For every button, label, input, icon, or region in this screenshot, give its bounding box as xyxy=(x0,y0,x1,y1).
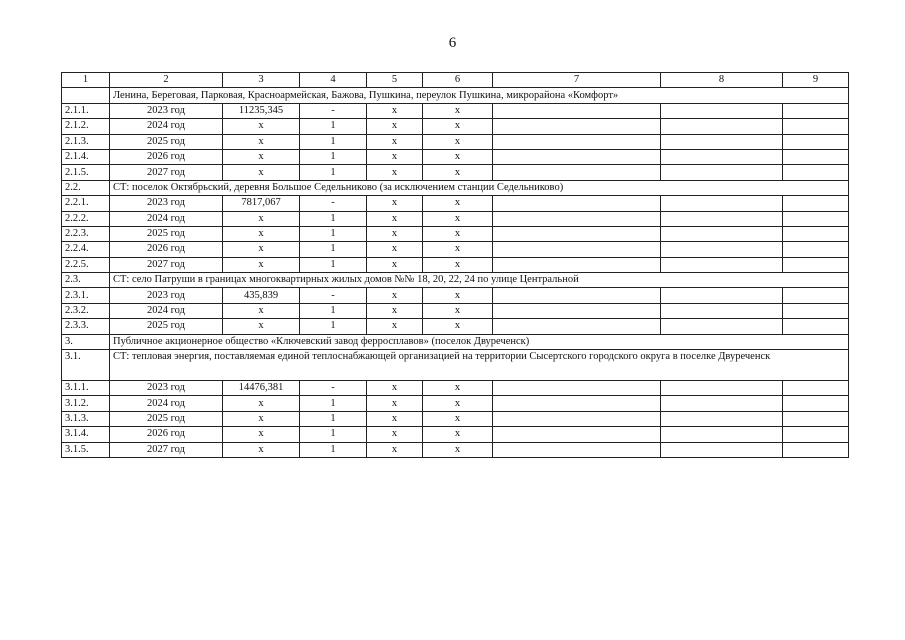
data-cell xyxy=(661,149,783,164)
data-cell xyxy=(783,257,849,272)
data-cell xyxy=(783,411,849,426)
data-cell xyxy=(783,396,849,411)
column-number-4: 4 xyxy=(300,73,367,88)
data-cell xyxy=(661,442,783,457)
data-cell: x xyxy=(367,442,423,457)
data-cell: - xyxy=(300,103,367,118)
data-cell: 1 xyxy=(300,119,367,134)
row-number-cell: 2.3.2. xyxy=(62,303,110,318)
data-cell xyxy=(493,411,661,426)
column-number-5: 5 xyxy=(367,73,423,88)
data-cell: 2025 год xyxy=(110,319,223,334)
data-cell: 2026 год xyxy=(110,149,223,164)
table-row xyxy=(62,211,849,226)
section-row xyxy=(62,180,849,195)
data-cell xyxy=(783,442,849,457)
table-row xyxy=(62,396,849,411)
data-cell: x xyxy=(367,119,423,134)
data-cell xyxy=(493,303,661,318)
data-cell: x xyxy=(423,226,493,241)
row-number-cell: 2.3. xyxy=(62,273,110,288)
data-cell xyxy=(783,303,849,318)
data-cell xyxy=(661,226,783,241)
row-number-cell: 2.2.3. xyxy=(62,226,110,241)
data-cell: 2025 год xyxy=(110,134,223,149)
column-number-1: 1 xyxy=(62,73,110,88)
section-title-cell: Публичное акционерное общество «Ключевский завод ферросплавов» (поселок Двуреченск) xyxy=(110,334,849,349)
data-cell xyxy=(783,119,849,134)
data-cell xyxy=(783,149,849,164)
section-row xyxy=(62,334,849,349)
data-cell xyxy=(493,103,661,118)
data-cell: x xyxy=(367,134,423,149)
data-cell xyxy=(493,427,661,442)
row-number-cell: 2.2. xyxy=(62,180,110,195)
data-cell xyxy=(661,119,783,134)
data-cell xyxy=(661,288,783,303)
data-cell: 1 xyxy=(300,303,367,318)
data-cell xyxy=(493,257,661,272)
data-cell: 2027 год xyxy=(110,257,223,272)
data-cell xyxy=(661,427,783,442)
data-cell xyxy=(783,211,849,226)
data-cell: x xyxy=(223,442,300,457)
table-row xyxy=(62,288,849,303)
data-cell: 1 xyxy=(300,319,367,334)
row-number-cell: 3.1. xyxy=(62,350,110,381)
column-number-6: 6 xyxy=(423,73,493,88)
data-cell: x xyxy=(367,103,423,118)
data-cell xyxy=(661,134,783,149)
data-cell: x xyxy=(423,427,493,442)
data-cell: x xyxy=(423,165,493,180)
data-cell: x xyxy=(367,381,423,396)
column-number-8: 8 xyxy=(661,73,783,88)
data-cell xyxy=(661,165,783,180)
data-cell: 1 xyxy=(300,427,367,442)
data-cell: x xyxy=(423,303,493,318)
data-cell: x xyxy=(367,226,423,241)
section-title-cell: Ленина, Береговая, Парковая, Красноармейская, Бажова, Пушкина, переулок Пушкина, микрорайона «Комфорт» xyxy=(110,88,849,103)
data-cell: 1 xyxy=(300,442,367,457)
data-cell: 14476,381 xyxy=(223,381,300,396)
data-cell: x xyxy=(223,319,300,334)
data-cell xyxy=(493,242,661,257)
table-row xyxy=(62,149,849,164)
data-cell: x xyxy=(423,149,493,164)
row-number-cell: 2.2.2. xyxy=(62,211,110,226)
table-row xyxy=(62,411,849,426)
data-cell: x xyxy=(423,119,493,134)
data-cell: - xyxy=(300,196,367,211)
data-cell: x xyxy=(367,211,423,226)
data-cell: x xyxy=(423,396,493,411)
data-cell: 1 xyxy=(300,134,367,149)
table-row xyxy=(62,319,849,334)
table-row xyxy=(62,303,849,318)
data-cell: x xyxy=(423,381,493,396)
data-cell: - xyxy=(300,381,367,396)
data-cell: 1 xyxy=(300,226,367,241)
data-cell: 2025 год xyxy=(110,226,223,241)
section-title-cell: СТ: тепловая энергия, поставляемая единой теплоснабжающей организацией на территории Сысертского городского округа в поселке Двуреченск xyxy=(110,350,849,381)
data-cell: 1 xyxy=(300,149,367,164)
data-cell: x xyxy=(223,303,300,318)
table-row xyxy=(62,196,849,211)
data-cell: 1 xyxy=(300,396,367,411)
data-cell: 7817,067 xyxy=(223,196,300,211)
data-cell xyxy=(493,119,661,134)
table-row xyxy=(62,442,849,457)
data-cell: x xyxy=(223,165,300,180)
section-row xyxy=(62,350,849,381)
row-number-cell: 2.2.5. xyxy=(62,257,110,272)
data-cell xyxy=(661,242,783,257)
data-cell xyxy=(783,103,849,118)
data-cell xyxy=(493,134,661,149)
column-number-3: 3 xyxy=(223,73,300,88)
data-cell xyxy=(783,196,849,211)
data-cell xyxy=(493,442,661,457)
data-cell: x xyxy=(367,242,423,257)
data-cell xyxy=(661,319,783,334)
section-row xyxy=(62,273,849,288)
data-cell: x xyxy=(423,103,493,118)
data-cell: x xyxy=(423,319,493,334)
data-cell: x xyxy=(423,196,493,211)
row-number-cell xyxy=(62,88,110,103)
table-row xyxy=(62,257,849,272)
data-cell xyxy=(493,226,661,241)
data-cell: x xyxy=(367,288,423,303)
continuation-row xyxy=(62,88,849,103)
row-number-cell: 2.2.1. xyxy=(62,196,110,211)
data-cell: x xyxy=(223,149,300,164)
data-cell xyxy=(783,242,849,257)
row-number-cell: 2.1.3. xyxy=(62,134,110,149)
data-cell: 1 xyxy=(300,242,367,257)
data-cell: x xyxy=(423,242,493,257)
data-cell: x xyxy=(367,303,423,318)
data-cell: 2027 год xyxy=(110,442,223,457)
data-cell xyxy=(783,165,849,180)
data-cell: x xyxy=(223,242,300,257)
header-row xyxy=(62,73,849,88)
data-cell xyxy=(493,319,661,334)
row-number-cell: 2.2.4. xyxy=(62,242,110,257)
data-cell: x xyxy=(423,134,493,149)
row-number-cell: 3.1.5. xyxy=(62,442,110,457)
data-cell xyxy=(783,288,849,303)
data-cell: 2024 год xyxy=(110,396,223,411)
data-cell xyxy=(493,381,661,396)
table-body xyxy=(62,73,849,458)
row-number-cell: 2.1.1. xyxy=(62,103,110,118)
data-cell: x xyxy=(223,134,300,149)
data-cell: 2023 год xyxy=(110,196,223,211)
data-cell xyxy=(783,134,849,149)
data-cell: 2024 год xyxy=(110,303,223,318)
data-cell xyxy=(661,381,783,396)
data-cell: x xyxy=(223,119,300,134)
data-cell: x xyxy=(423,211,493,226)
data-cell: 1 xyxy=(300,165,367,180)
data-cell: x xyxy=(223,411,300,426)
data-cell: 2023 год xyxy=(110,288,223,303)
data-cell: x xyxy=(367,149,423,164)
data-cell: x xyxy=(367,411,423,426)
page-number: 6 xyxy=(448,35,457,51)
row-number-cell: 2.1.2. xyxy=(62,119,110,134)
data-cell xyxy=(661,196,783,211)
table-row xyxy=(62,119,849,134)
data-cell: 2026 год xyxy=(110,242,223,257)
table-row xyxy=(62,226,849,241)
data-cell: x xyxy=(367,165,423,180)
data-cell: x xyxy=(223,211,300,226)
data-cell: x xyxy=(367,257,423,272)
data-cell xyxy=(783,319,849,334)
data-cell: x xyxy=(223,427,300,442)
data-cell xyxy=(783,226,849,241)
row-number-cell: 3. xyxy=(62,334,110,349)
data-cell xyxy=(783,381,849,396)
data-cell: x xyxy=(367,396,423,411)
table-row xyxy=(62,134,849,149)
data-cell xyxy=(661,211,783,226)
row-number-cell: 2.3.3. xyxy=(62,319,110,334)
table-row xyxy=(62,381,849,396)
column-number-9: 9 xyxy=(783,73,849,88)
data-cell: 2023 год xyxy=(110,381,223,396)
data-cell: x xyxy=(223,257,300,272)
data-cell: x xyxy=(423,411,493,426)
data-cell xyxy=(661,257,783,272)
data-cell: x xyxy=(223,226,300,241)
data-cell xyxy=(493,288,661,303)
data-cell xyxy=(661,103,783,118)
data-cell: x xyxy=(423,288,493,303)
row-number-cell: 3.1.4. xyxy=(62,427,110,442)
table-row xyxy=(62,165,849,180)
data-cell: 2026 год xyxy=(110,427,223,442)
data-cell xyxy=(661,396,783,411)
table-row xyxy=(62,427,849,442)
data-cell: 11235,345 xyxy=(223,103,300,118)
data-cell: 1 xyxy=(300,211,367,226)
data-cell xyxy=(493,211,661,226)
data-cell: x xyxy=(423,442,493,457)
data-cell: x xyxy=(367,196,423,211)
data-cell xyxy=(661,303,783,318)
data-cell: 1 xyxy=(300,257,367,272)
data-cell xyxy=(493,396,661,411)
data-cell: x xyxy=(367,427,423,442)
data-cell: x xyxy=(423,257,493,272)
row-number-cell: 2.1.4. xyxy=(62,149,110,164)
table-row xyxy=(62,242,849,257)
section-title-cell: СТ: село Патруши в границах многоквартирных жилых домов №№ 18, 20, 22, 24 по улице Центральной xyxy=(110,273,849,288)
row-number-cell: 3.1.2. xyxy=(62,396,110,411)
data-cell: 1 xyxy=(300,411,367,426)
data-cell: x xyxy=(367,319,423,334)
data-cell xyxy=(661,411,783,426)
row-number-cell: 2.1.5. xyxy=(62,165,110,180)
row-number-cell: 3.1.1. xyxy=(62,381,110,396)
data-cell xyxy=(493,196,661,211)
data-cell xyxy=(493,165,661,180)
data-cell: 2025 год xyxy=(110,411,223,426)
column-number-2: 2 xyxy=(110,73,223,88)
column-number-7: 7 xyxy=(493,73,661,88)
data-cell: 435,839 xyxy=(223,288,300,303)
data-cell xyxy=(783,427,849,442)
data-cell: x xyxy=(223,396,300,411)
table-row xyxy=(62,103,849,118)
data-cell xyxy=(493,149,661,164)
data-cell: 2024 год xyxy=(110,119,223,134)
data-cell: 2024 год xyxy=(110,211,223,226)
row-number-cell: 2.3.1. xyxy=(62,288,110,303)
section-title-cell: СТ: поселок Октябрьский, деревня Большое Седельниково (за исключением станции Седельниково) xyxy=(110,180,849,195)
tariff-table xyxy=(61,72,849,458)
data-cell: - xyxy=(300,288,367,303)
data-cell: 2023 год xyxy=(110,103,223,118)
data-cell: 2027 год xyxy=(110,165,223,180)
row-number-cell: 3.1.3. xyxy=(62,411,110,426)
